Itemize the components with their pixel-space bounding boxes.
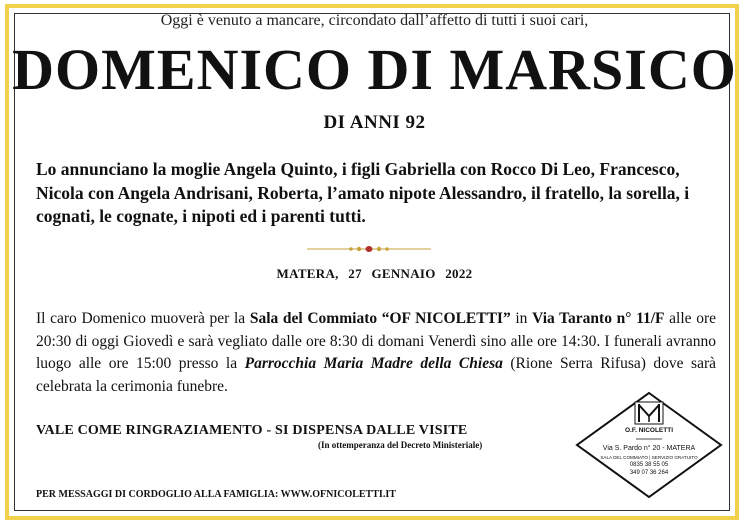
logo-address: Via S. Pardo n° 20 - MATERA	[602, 445, 696, 452]
date-day: 27	[348, 266, 362, 281]
funeral-text-4: (Rione Serra Rifusa) dove sarà celebrata la cerimonia funebre.	[36, 355, 716, 395]
logo-phone-2: 349 07 36 264	[629, 470, 669, 476]
funeral-home-logo	[574, 390, 724, 500]
funeral-text-2: in	[510, 310, 533, 327]
funeral-church: Parrocchia Maria Madre della Chiesa	[244, 355, 503, 372]
logo-subtitle: SALA DEL COMMIATO | SERVIZIO GRATUITO	[600, 455, 698, 460]
funeral-details	[36, 308, 716, 398]
thanks-line: VALE COME RINGRAZIAMENTO - SI DISPENSA DALLE VISITE	[36, 423, 468, 438]
funeral-text-3: alle ore 20:30 di oggi Giovedì e sarà vegliato dalle ore 8:30 di domani Venerdì sino alle ore 14:30. I funerali avranno luogo alle ore 15:00 presso la	[36, 310, 716, 372]
messages-line: PER MESSAGGI DI CORDOGLIO ALLA FAMIGLIA: WWW.OFNICOLETTI.IT	[36, 489, 396, 500]
place: MATERA,	[276, 266, 339, 281]
deceased-age: DI ANNI 92	[323, 112, 426, 133]
date-year: 2022	[445, 266, 473, 281]
date-month: GENNAIO	[371, 266, 436, 281]
logo-phone-1: 0835 38 55 05	[629, 462, 669, 468]
logo-brand: O.F. NICOLETTI	[624, 427, 674, 434]
announcement-text: Lo annunciano la moglie Angela Quinto, i figli Gabriella con Rocco Di Leo, Francesco, Nicola con Angela Andrisani, Roberta, l’amato nipote Alessandro, il fratello, la sorella, i cognati, le cognate, i nipoti ed i parenti tutti.	[36, 159, 690, 226]
funeral-text-1: Il caro Domenico muoverà per la	[36, 310, 250, 327]
decree-note: (In ottemperanza del Decreto Ministeriale)	[318, 440, 483, 450]
funeral-hall: Sala del Commiato “OF NICOLETTI”	[249, 310, 511, 327]
ornament-divider	[307, 245, 431, 253]
funeral-street: Via Taranto n° 11/F	[532, 310, 665, 327]
intro-text: Oggi è venuto a mancare, circondato dall’affetto di tutti i suoi cari,	[160, 12, 589, 29]
deceased-name: DOMENICO DI MARSICO	[12, 37, 737, 102]
place-date	[0, 266, 749, 282]
